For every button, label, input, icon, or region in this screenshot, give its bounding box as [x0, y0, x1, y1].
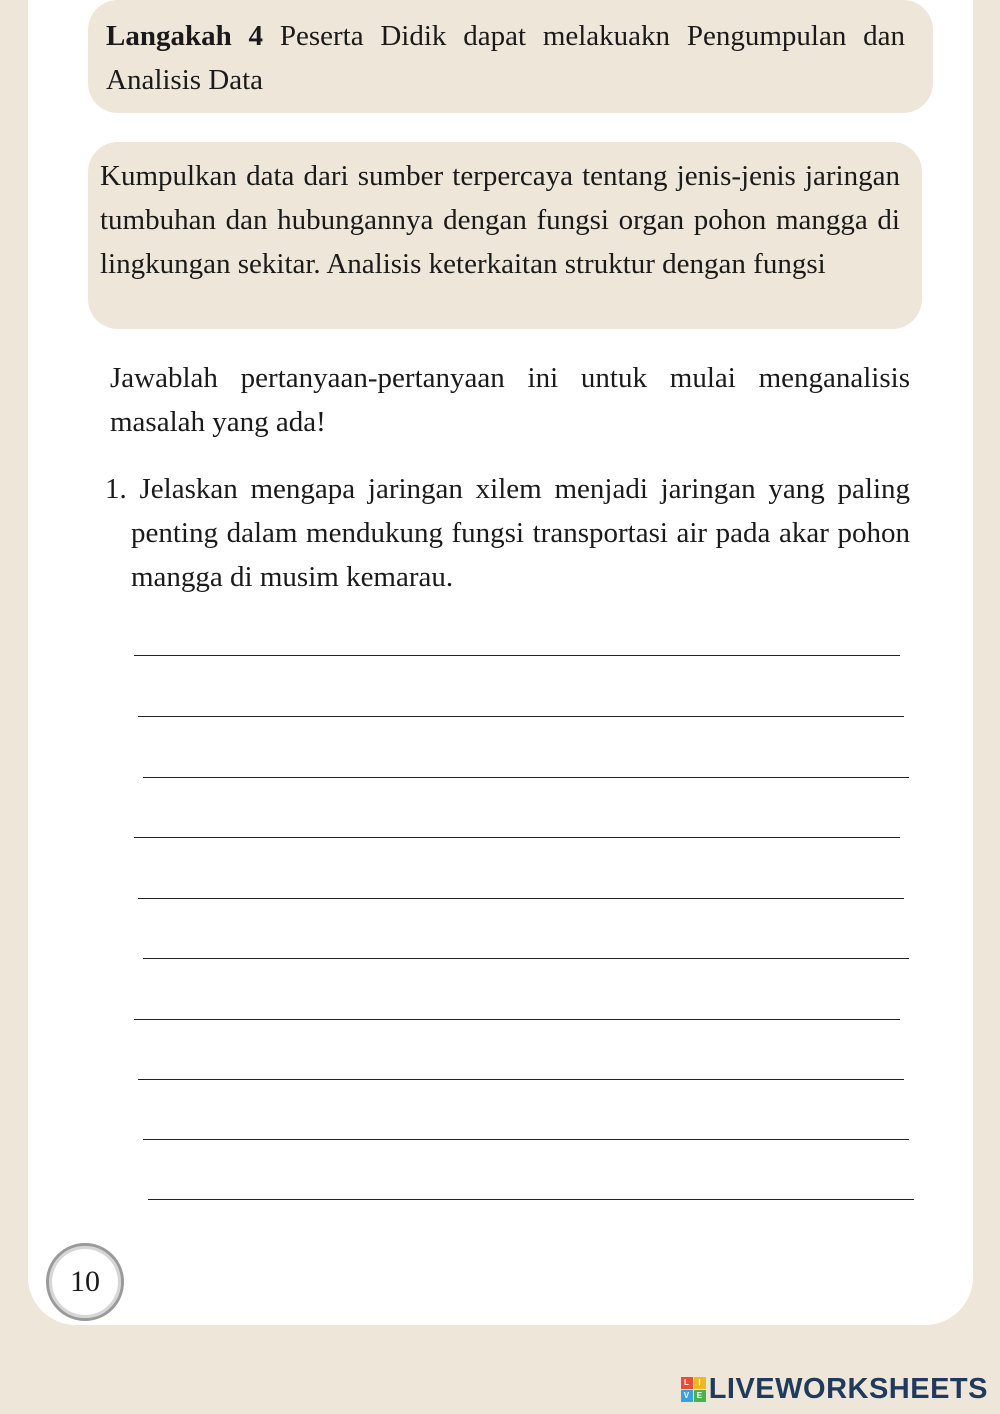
step-label: Langakah 4: [106, 20, 264, 52]
answer-line[interactable]: [134, 1019, 900, 1020]
question-item: [105, 467, 910, 599]
page-number: 10: [70, 1265, 100, 1298]
answer-line[interactable]: [143, 777, 909, 778]
liveworksheets-logo-icon: L I V E: [681, 1377, 706, 1402]
task-instruction-box: [88, 142, 922, 329]
question-number: 1.: [105, 473, 127, 505]
answer-line[interactable]: [134, 837, 900, 838]
question-text: Jelaskan mengapa jaringan xilem menjadi jaringan yang paling penting dalam mendukung fungsi transportasi air pada akar pohon mangga di musim kemarau.: [131, 473, 910, 593]
task-text: Kumpulkan data dari sumber terpercaya tentang jenis-jenis jaringan tumbuhan dan hubungannya dengan fungsi organ pohon mangga di lingkungan sekitar. Analisis keterkaitan struktur dengan fungsi: [100, 160, 900, 280]
answer-line[interactable]: [148, 1199, 914, 1200]
step-title: Peserta Didik dapat melakuakn Pengumpulan dan Analisis Data: [106, 20, 905, 96]
answer-line[interactable]: [143, 1139, 909, 1140]
answer-line[interactable]: [138, 1079, 904, 1080]
answer-line[interactable]: [138, 898, 904, 899]
answer-line[interactable]: [138, 716, 904, 717]
answer-line[interactable]: [143, 958, 909, 959]
page-number-badge: [46, 1243, 124, 1321]
brand-watermark: [681, 1373, 988, 1406]
answer-line[interactable]: [134, 655, 900, 656]
brand-name: LIVEWORKSHEETS: [708, 1373, 988, 1405]
step-heading-box: [88, 0, 933, 113]
prompt-text: Jawablah pertanyaan-pertanyaan ini untuk mulai menganalisis masalah yang ada!: [110, 362, 910, 438]
